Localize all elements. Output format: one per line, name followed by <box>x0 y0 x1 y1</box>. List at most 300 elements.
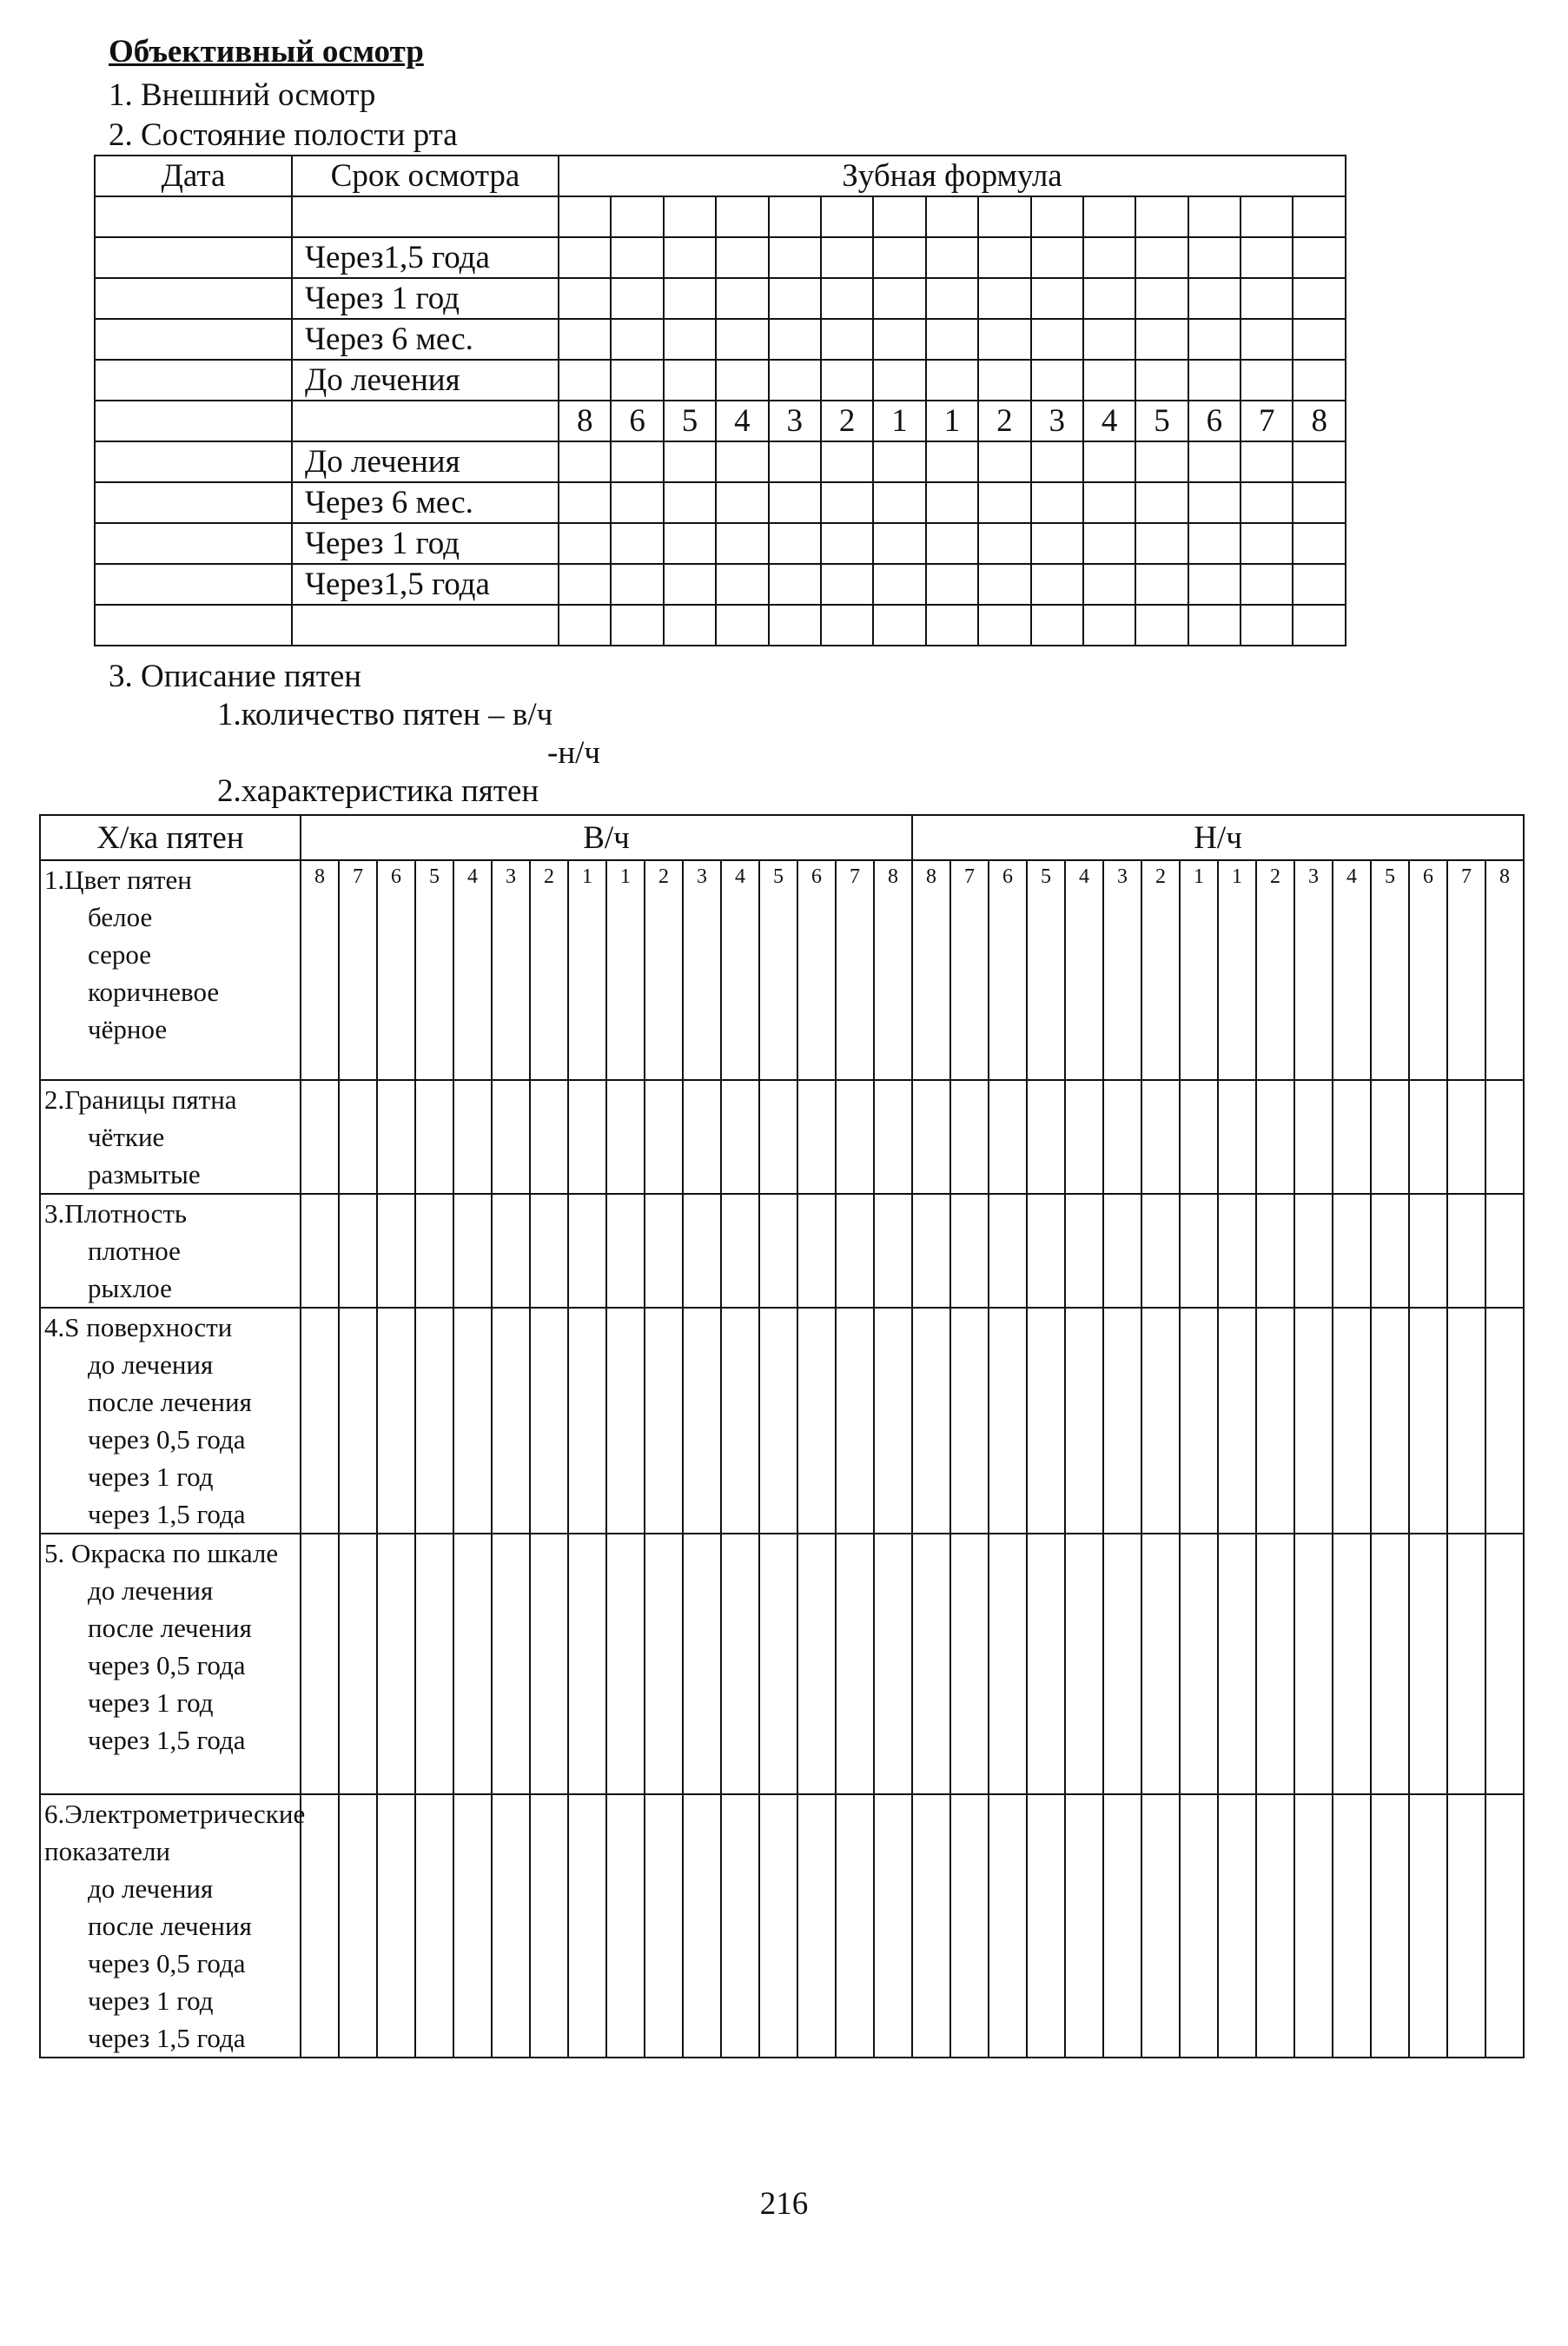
tooth-number: 8 <box>1485 860 1524 1080</box>
tooth-cell <box>873 482 925 523</box>
tooth-cell <box>664 482 716 523</box>
tooth-cell <box>1141 1194 1180 1308</box>
characteristic-option: после лечения <box>88 1387 252 1417</box>
tooth-cell <box>821 523 873 564</box>
formula-row <box>95 196 1346 237</box>
tooth-cell <box>1103 1308 1141 1534</box>
tooth-cell <box>1371 1194 1409 1308</box>
characteristic-option: до лечения <box>88 1349 214 1380</box>
tooth-cell <box>1065 1080 1103 1194</box>
tooth-cell <box>1180 1308 1218 1534</box>
tooth-cell <box>1180 1194 1218 1308</box>
characteristic-option: рыхлое <box>88 1273 172 1303</box>
tooth-number: 3 <box>1294 860 1333 1080</box>
tooth-cell <box>1371 1534 1409 1794</box>
tooth-cell <box>716 523 768 564</box>
tooth-cell <box>301 1308 339 1534</box>
header-upper-jaw: В/ч <box>301 815 912 860</box>
tooth-cell <box>978 605 1030 646</box>
characteristic-option: белое <box>88 902 153 932</box>
tooth-cell <box>339 1794 377 2058</box>
tooth-cell <box>611 278 663 319</box>
tooth-number: 7 <box>1241 401 1293 441</box>
tooth-cell <box>1293 482 1346 523</box>
tooth-cell <box>1135 482 1188 523</box>
tooth-cell <box>1083 196 1135 237</box>
tooth-cell <box>769 605 821 646</box>
tooth-cell <box>1180 1534 1218 1794</box>
tooth-cell <box>664 564 716 605</box>
tooth-cell <box>1241 441 1293 482</box>
tooth-cell <box>1027 1794 1065 2058</box>
date-cell <box>95 196 292 237</box>
tooth-cell <box>759 1534 797 1794</box>
tooth-cell <box>1218 1194 1256 1308</box>
tooth-cell <box>1141 1080 1180 1194</box>
tooth-cell <box>821 564 873 605</box>
dental-formula-table <box>94 155 1346 646</box>
formula-row <box>95 564 1346 605</box>
characteristic-option: до лечения <box>88 1873 214 1904</box>
tooth-cell <box>716 237 768 278</box>
characteristic-option: через 0,5 года <box>88 1650 246 1680</box>
tooth-cell <box>611 523 663 564</box>
tooth-cell <box>1333 1794 1371 2058</box>
characteristic-option: через 0,5 года <box>88 1948 246 1978</box>
tooth-cell <box>1241 278 1293 319</box>
tooth-cell <box>492 1794 530 2058</box>
tooth-cell <box>978 319 1030 360</box>
tooth-cell <box>926 196 978 237</box>
tooth-cell <box>559 441 611 482</box>
tooth-cell <box>1293 319 1346 360</box>
tooth-cell <box>664 196 716 237</box>
tooth-cell <box>1293 237 1346 278</box>
tooth-cell <box>1447 1794 1485 2058</box>
tooth-cell <box>821 441 873 482</box>
tooth-cell <box>797 1534 836 1794</box>
tooth-cell <box>1103 1194 1141 1308</box>
tooth-cell <box>559 196 611 237</box>
tooth-cell <box>1083 319 1135 360</box>
tooth-cell <box>950 1794 989 2058</box>
formula-row <box>95 482 1346 523</box>
term-cell <box>292 605 559 646</box>
tooth-cell <box>1083 564 1135 605</box>
tooth-cell <box>1256 1534 1294 1794</box>
tooth-cell <box>821 278 873 319</box>
tooth-number: 6 <box>611 401 663 441</box>
tooth-cell <box>874 1080 912 1194</box>
tooth-number: 4 <box>721 860 759 1080</box>
tooth-cell <box>301 1794 339 2058</box>
tooth-cell <box>873 564 925 605</box>
tooth-cell <box>1188 605 1241 646</box>
tooth-cell <box>821 319 873 360</box>
tooth-cell <box>926 564 978 605</box>
term-cell: Через1,5 года <box>292 237 559 278</box>
tooth-cell <box>1218 1794 1256 2058</box>
tooth-cell <box>664 360 716 401</box>
term-cell <box>292 196 559 237</box>
tooth-cell <box>1333 1308 1371 1534</box>
tooth-cell <box>1031 523 1083 564</box>
header-spot-characteristic: Х/ка пятен <box>40 815 301 860</box>
tooth-number: 6 <box>1409 860 1447 1080</box>
tooth-cell <box>683 1194 721 1308</box>
tooth-cell <box>989 1534 1027 1794</box>
tooth-cell <box>664 319 716 360</box>
tooth-cell <box>1135 196 1188 237</box>
tooth-cell <box>664 441 716 482</box>
tooth-cell <box>821 482 873 523</box>
tooth-cell <box>873 360 925 401</box>
tooth-number: 6 <box>1188 401 1241 441</box>
tooth-cell <box>1485 1534 1524 1794</box>
date-cell <box>95 441 292 482</box>
tooth-number: 1 <box>926 401 978 441</box>
tooth-cell <box>1241 482 1293 523</box>
tooth-cell <box>1447 1534 1485 1794</box>
characteristic-option: через 1,5 года <box>88 2023 246 2053</box>
tooth-cell <box>978 482 1030 523</box>
tooth-cell <box>716 319 768 360</box>
tooth-cell <box>1135 605 1188 646</box>
header-exam-term: Срок осмотра <box>292 156 559 196</box>
tooth-cell <box>716 482 768 523</box>
tooth-cell <box>1031 237 1083 278</box>
tooth-cell <box>415 1080 453 1194</box>
tooth-cell <box>1065 1308 1103 1534</box>
tooth-cell <box>989 1794 1027 2058</box>
term-cell: Через1,5 года <box>292 564 559 605</box>
formula-header-row <box>95 156 1346 196</box>
tooth-cell <box>1293 360 1346 401</box>
tooth-number: 4 <box>1065 860 1103 1080</box>
tooth-number: 5 <box>664 401 716 441</box>
tooth-cell <box>1294 1794 1333 2058</box>
tooth-cell <box>926 319 978 360</box>
tooth-cell <box>530 1534 568 1794</box>
characteristic-label <box>40 1794 306 2058</box>
tooth-cell <box>559 523 611 564</box>
item-spot-count-lower: -н/ч <box>547 735 601 771</box>
tooth-cell <box>1241 564 1293 605</box>
tooth-cell <box>1180 1080 1218 1194</box>
tooth-cell <box>339 1308 377 1534</box>
characteristic-option: через 1 год <box>88 1687 214 1718</box>
characteristic-option: размытые <box>88 1159 201 1190</box>
tooth-number: 8 <box>912 860 950 1080</box>
tooth-cell <box>559 319 611 360</box>
tooth-cell <box>950 1080 989 1194</box>
tooth-cell <box>1083 523 1135 564</box>
tooth-cell <box>797 1080 836 1194</box>
teeth-number-row <box>95 401 1346 441</box>
tooth-number: 4 <box>1333 860 1371 1080</box>
tooth-cell <box>559 237 611 278</box>
tooth-cell <box>1031 196 1083 237</box>
date-cell <box>95 360 292 401</box>
tooth-cell <box>1409 1534 1447 1794</box>
tooth-cell <box>611 441 663 482</box>
tooth-cell <box>530 1308 568 1534</box>
term-cell <box>292 401 559 441</box>
tooth-cell <box>716 278 768 319</box>
tooth-cell <box>1241 237 1293 278</box>
term-cell: Через 1 год <box>292 523 559 564</box>
formula-row <box>95 605 1346 646</box>
tooth-number: 5 <box>1135 401 1188 441</box>
tooth-cell <box>716 564 768 605</box>
characteristic-title: 3.Плотность <box>44 1198 188 1229</box>
char-row <box>40 1794 1524 2058</box>
tooth-number: 4 <box>716 401 768 441</box>
tooth-number: 1 <box>568 860 606 1080</box>
tooth-cell <box>492 1194 530 1308</box>
tooth-cell <box>978 564 1030 605</box>
characteristic-option: после лечения <box>88 1613 252 1643</box>
tooth-cell <box>926 441 978 482</box>
tooth-cell <box>797 1308 836 1534</box>
tooth-cell <box>1083 605 1135 646</box>
tooth-cell <box>568 1080 606 1194</box>
char-row <box>40 1080 1524 1194</box>
characteristic-label <box>40 1194 301 1308</box>
tooth-cell <box>1293 605 1346 646</box>
tooth-cell <box>1256 1308 1294 1534</box>
tooth-cell <box>377 1194 415 1308</box>
characteristic-option: через 1,5 года <box>88 1499 246 1529</box>
tooth-cell <box>926 237 978 278</box>
item-spot-characteristics: 2.характеристика пятен <box>217 773 539 809</box>
tooth-cell <box>821 360 873 401</box>
tooth-cell <box>759 1308 797 1534</box>
tooth-cell <box>1293 523 1346 564</box>
tooth-cell <box>1188 441 1241 482</box>
tooth-cell <box>1188 360 1241 401</box>
tooth-cell <box>1371 1794 1409 2058</box>
tooth-cell <box>1031 278 1083 319</box>
characteristic-label <box>40 1080 301 1194</box>
tooth-cell <box>821 196 873 237</box>
tooth-cell <box>1371 1308 1409 1534</box>
tooth-cell <box>759 1080 797 1194</box>
characteristic-label <box>40 860 301 1080</box>
characteristic-label <box>40 1308 301 1534</box>
tooth-cell <box>721 1080 759 1194</box>
tooth-cell <box>1294 1194 1333 1308</box>
tooth-cell <box>1188 237 1241 278</box>
tooth-cell <box>645 1534 683 1794</box>
tooth-cell <box>836 1794 874 2058</box>
page-number: 216 <box>759 2186 809 2222</box>
tooth-cell <box>759 1194 797 1308</box>
tooth-cell <box>664 605 716 646</box>
tooth-cell <box>683 1308 721 1534</box>
tooth-cell <box>1135 360 1188 401</box>
tooth-number: 3 <box>492 860 530 1080</box>
tooth-cell <box>530 1080 568 1194</box>
characteristic-option: серое <box>88 939 152 970</box>
tooth-number: 1 <box>606 860 645 1080</box>
tooth-cell <box>769 319 821 360</box>
tooth-cell <box>978 196 1030 237</box>
tooth-cell <box>769 482 821 523</box>
tooth-cell <box>716 196 768 237</box>
tooth-cell <box>1031 564 1083 605</box>
tooth-cell <box>453 1194 492 1308</box>
tooth-cell <box>873 278 925 319</box>
tooth-cell <box>978 360 1030 401</box>
tooth-number: 5 <box>1027 860 1065 1080</box>
tooth-cell <box>874 1534 912 1794</box>
tooth-cell <box>415 1794 453 2058</box>
tooth-cell <box>1135 237 1188 278</box>
tooth-cell <box>453 1308 492 1534</box>
tooth-cell <box>1293 278 1346 319</box>
tooth-cell <box>1293 441 1346 482</box>
header-date: Дата <box>95 156 292 196</box>
tooth-cell <box>1031 360 1083 401</box>
characteristic-option: после лечения <box>88 1911 252 1941</box>
tooth-cell <box>492 1080 530 1194</box>
tooth-cell <box>1256 1194 1294 1308</box>
tooth-cell <box>301 1080 339 1194</box>
characteristic-title: 4.S поверхности <box>44 1312 233 1342</box>
date-cell <box>95 237 292 278</box>
tooth-cell <box>873 237 925 278</box>
char-row <box>40 1194 1524 1308</box>
tooth-cell <box>339 1080 377 1194</box>
tooth-number: 6 <box>797 860 836 1080</box>
tooth-cell <box>559 278 611 319</box>
tooth-cell <box>1485 1194 1524 1308</box>
tooth-cell <box>1409 1194 1447 1308</box>
tooth-cell <box>1485 1308 1524 1534</box>
tooth-cell <box>873 319 925 360</box>
tooth-cell <box>1031 605 1083 646</box>
characteristic-title: 1.Цвет пятен <box>44 865 192 895</box>
term-cell: Через 1 год <box>292 278 559 319</box>
tooth-cell <box>606 1534 645 1794</box>
item-oral-state: 2. Состояние полости рта <box>109 117 458 153</box>
tooth-number: 5 <box>759 860 797 1080</box>
tooth-cell <box>1031 319 1083 360</box>
tooth-cell <box>721 1194 759 1308</box>
tooth-cell <box>1294 1534 1333 1794</box>
char-row <box>40 1534 1524 1794</box>
date-cell <box>95 319 292 360</box>
tooth-cell <box>1065 1534 1103 1794</box>
tooth-cell <box>978 441 1030 482</box>
tooth-cell <box>559 564 611 605</box>
tooth-cell <box>1135 564 1188 605</box>
tooth-cell <box>530 1794 568 2058</box>
formula-row <box>95 237 1346 278</box>
tooth-cell <box>1333 1194 1371 1308</box>
tooth-cell <box>492 1308 530 1534</box>
tooth-cell <box>769 278 821 319</box>
term-cell: До лечения <box>292 441 559 482</box>
tooth-cell <box>645 1194 683 1308</box>
tooth-cell <box>1083 360 1135 401</box>
tooth-cell <box>1141 1308 1180 1534</box>
tooth-cell <box>769 441 821 482</box>
tooth-cell <box>912 1080 950 1194</box>
characteristic-option: до лечения <box>88 1575 214 1606</box>
formula-row <box>95 319 1346 360</box>
term-cell: Через 6 мес. <box>292 319 559 360</box>
characteristic-title: 6.Электрометрические показатели <box>44 1799 306 1866</box>
tooth-cell <box>683 1080 721 1194</box>
tooth-cell <box>769 196 821 237</box>
characteristic-title: 5. Окраска по шкале <box>44 1538 279 1568</box>
tooth-cell <box>530 1194 568 1308</box>
tooth-cell <box>1447 1080 1485 1194</box>
tooth-cell <box>559 482 611 523</box>
tooth-cell <box>950 1308 989 1534</box>
tooth-cell <box>611 360 663 401</box>
tooth-cell <box>989 1080 1027 1194</box>
tooth-number: 7 <box>1447 860 1485 1080</box>
tooth-cell <box>1256 1794 1294 2058</box>
tooth-cell <box>1103 1794 1141 2058</box>
tooth-cell <box>1083 482 1135 523</box>
tooth-cell <box>1485 1080 1524 1194</box>
tooth-cell <box>1027 1308 1065 1534</box>
tooth-cell <box>1141 1794 1180 2058</box>
tooth-number: 8 <box>874 860 912 1080</box>
tooth-number: 2 <box>1141 860 1180 1080</box>
tooth-cell <box>1447 1194 1485 1308</box>
tooth-cell <box>606 1794 645 2058</box>
tooth-cell <box>926 360 978 401</box>
tooth-cell <box>1027 1080 1065 1194</box>
tooth-cell <box>1188 482 1241 523</box>
tooth-cell <box>1135 441 1188 482</box>
tooth-number: 6 <box>377 860 415 1080</box>
tooth-cell <box>926 278 978 319</box>
tooth-cell <box>1371 1080 1409 1194</box>
characteristic-option: коричневое <box>88 977 220 1007</box>
tooth-cell <box>912 1308 950 1534</box>
tooth-number: 2 <box>821 401 873 441</box>
tooth-number: 8 <box>1293 401 1346 441</box>
tooth-cell <box>301 1534 339 1794</box>
tooth-cell <box>664 523 716 564</box>
tooth-cell <box>950 1534 989 1794</box>
item-spots-description: 3. Описание пятен <box>109 659 362 694</box>
tooth-cell <box>769 237 821 278</box>
tooth-cell <box>453 1534 492 1794</box>
characteristic-title: 2.Границы пятна <box>44 1084 237 1115</box>
tooth-cell <box>821 605 873 646</box>
tooth-cell <box>1333 1534 1371 1794</box>
tooth-cell <box>1218 1080 1256 1194</box>
tooth-cell <box>559 360 611 401</box>
tooth-cell <box>1218 1308 1256 1534</box>
tooth-cell <box>836 1308 874 1534</box>
tooth-cell <box>1294 1080 1333 1194</box>
tooth-cell <box>873 605 925 646</box>
tooth-cell <box>1241 523 1293 564</box>
tooth-number: 4 <box>453 860 492 1080</box>
tooth-cell <box>453 1794 492 2058</box>
char-header-row <box>40 815 1524 860</box>
tooth-cell <box>415 1194 453 1308</box>
tooth-cell <box>611 196 663 237</box>
